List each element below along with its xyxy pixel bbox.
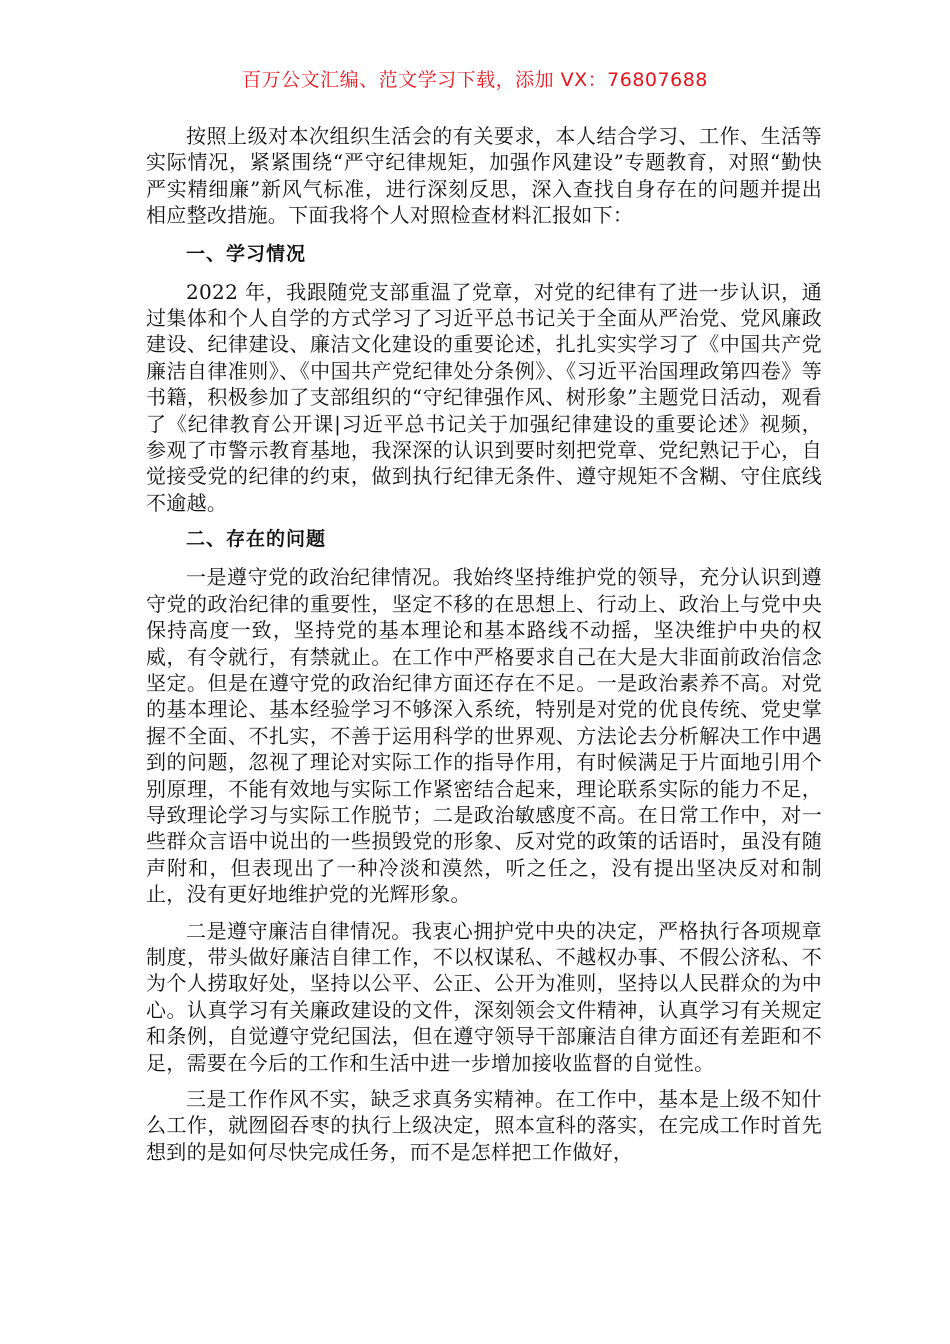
intro-paragraph: 按照上级对本次组织生活会的有关要求，本人结合学习、工作、生活等实际情况，紧紧围绕“严守纪律规矩，加强作风建设”专题教育，对照“勤快严实精细廉”新风气标准，进行深刻反思，深入查找自身存在的问题并提出相应整改措施。下面我将个人对照检查材料汇报如下： (146, 124, 822, 228)
problem-paragraph-political-discipline: 一是遵守党的政治纪律情况。我始终坚持维护党的领导，充分认识到遵守党的政治纪律的重要性，坚定不移的在思想上、行动上、政治上与党中央保持高度一致，坚持党的基本理论和基本路线不动摇，坚决维护中央的权威，有令就行，有禁就止。在工作中严格要求自己在大是大非面前政治信念坚定。但是在遵守党的政治纪律方面还存在不足。一是政治素养不高。对党的基本理论、基本经验学习不够深入系统，特别是对党的优良传统、党史掌握不全面、不扎实，不善于运用科学的世界观、方法论去分析解决工作中遇到的问题，忽视了理论对实际工作的指导作用，有时候满足于片面地引用个别原理，不能有效地与实际工作紧密结合起来，理论联系实际的能力不足，导致理论学习与实际工作脱节；二是政治敏感度不高。在日常工作中，对一些群众言语中说出的一些损毁党的形象、反对党的政策的话语时，虽没有随声附和，但表现出了一种冷淡和漠然，听之任之，没有提出坚决反对和制止，没有更好地维护党的光辉形象。 (146, 565, 822, 907)
document-body (146, 123, 822, 1175)
study-paragraph: 2022 年，我跟随党支部重温了党章，对党的纪律有了进一步认识，通过集体和个人自学的方式学习了习近平总书记关于全面从严治党、党风廉政建设、纪律建设、廉洁文化建设的重要论述，扎扎实实学习了《中国共产党廉洁自律准则》、《中国共产党纪律处分条例》、《习近平治国理政第四卷》等书籍，积极参加了支部组织的“守纪律强作风、树形象”主题党日活动，观看了《纪律教育公开课|习近平总书记关于加强纪律建设的重要论述》视频，参观了市警示教育基地，我深深的认识到要时刻把党章、党纪熟记于心，自觉接受党的纪律的约束，做到执行纪律无条件、遵守规矩不含糊、守住底线不逾越。 (146, 279, 822, 515)
problem-paragraph-integrity: 二是遵守廉洁自律情况。我衷心拥护党中央的决定，严格执行各项规章制度，带头做好廉洁自律工作，不以权谋私、不越权办事、不假公济私、不为个人捞取好处，坚持以公平、公正、公开为准则，坚持以人民群众的为中心。认真学习有关廉政建设的文件，深刻领会文件精神，认真学习有关规定和条例，自觉遵守党纪国法，但在遵守领导干部廉洁自律方面还有差距和不足，需要在今后的工作和生活中进一步增加接收监督的自觉性。 (146, 918, 822, 1075)
problem-paragraph-work-style: 三是工作作风不实，缺乏求真务实精神。在工作中，基本是上级不知什么工作，就囫囵吞枣的执行上级决定，照本宣科的落实，在完成工作时首先想到的是如何尽快完成任务，而不是怎样把工作做好， (146, 1087, 822, 1164)
section-heading-study: 一、学习情况 (186, 242, 307, 265)
section-heading-problems: 二、存在的问题 (186, 528, 327, 551)
header-banner: 百万公文汇编、范文学习下载，添加 VX：76807688 (242, 69, 708, 91)
